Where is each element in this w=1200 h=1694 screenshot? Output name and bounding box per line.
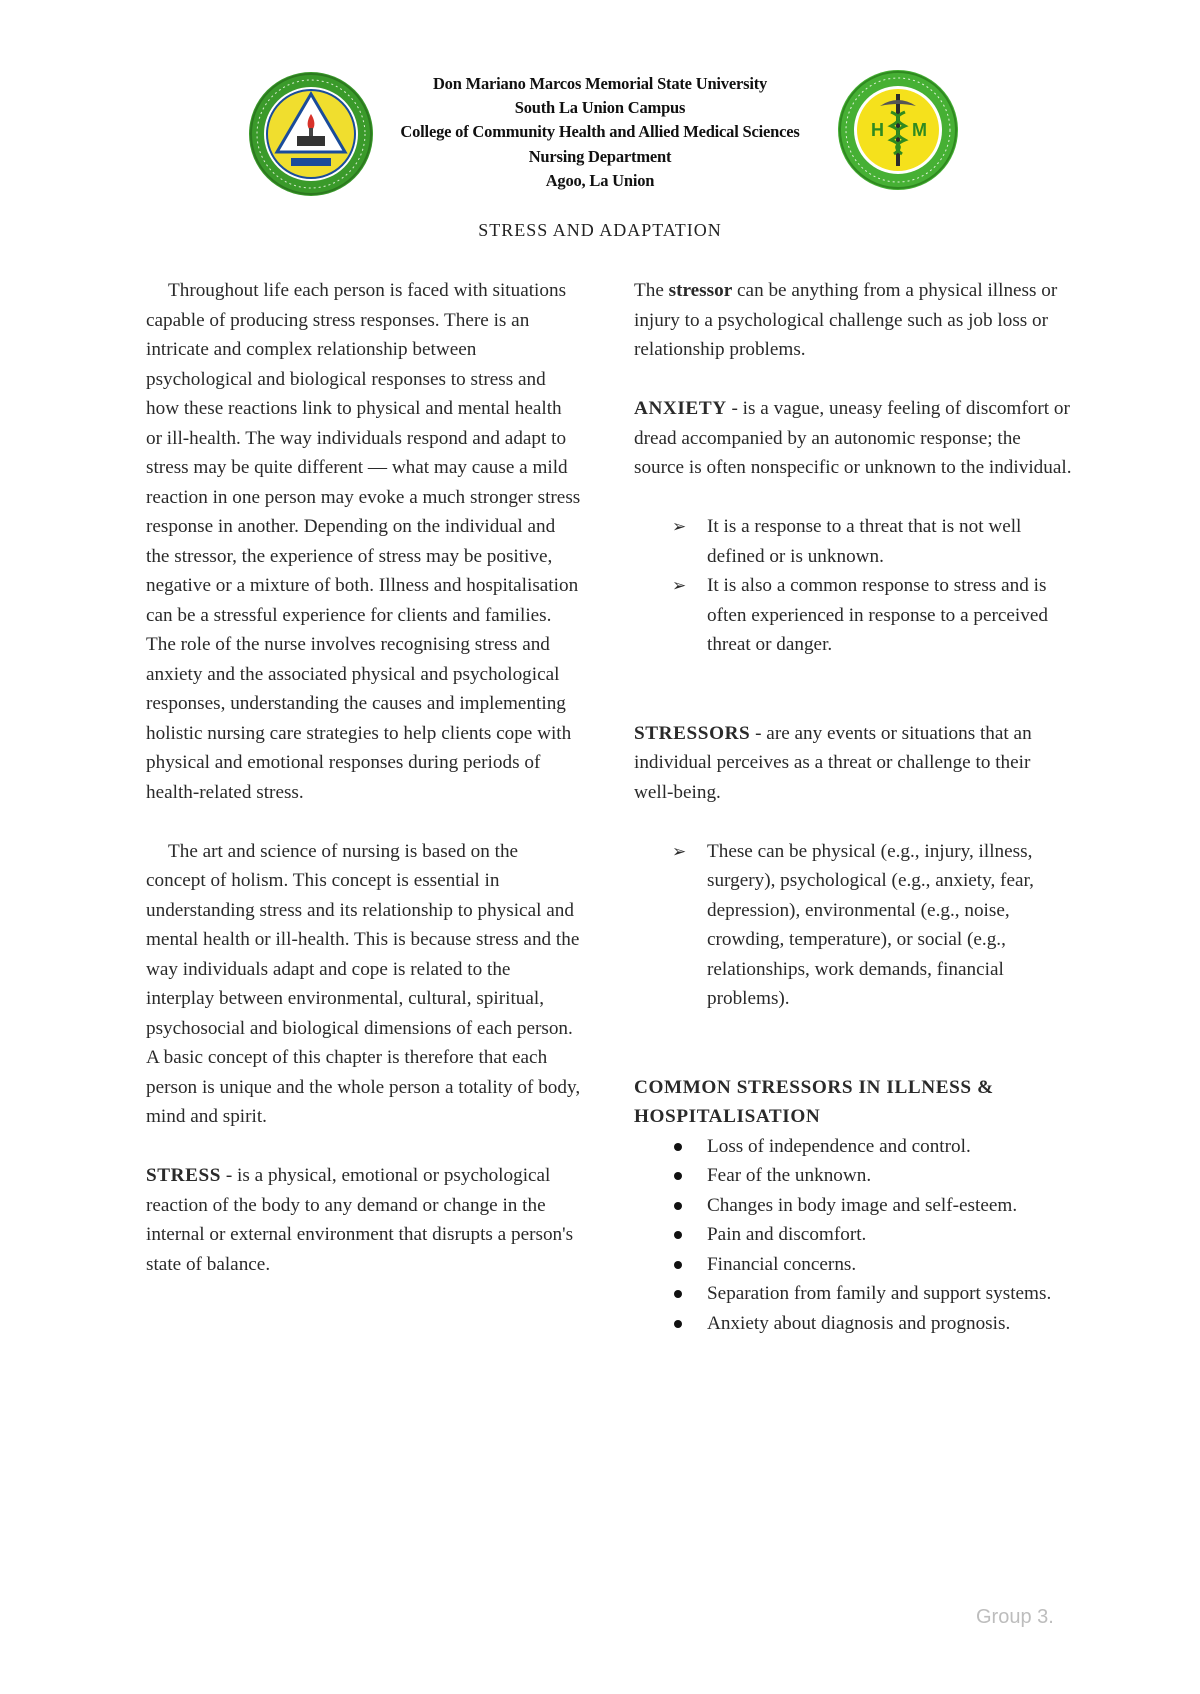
list-item: Anxiety about diagnosis and prognosis. [634, 1309, 1074, 1339]
arrow-bullet-icon: ➢ [672, 841, 687, 861]
stressors-term: STRESSORS [634, 722, 751, 744]
stress-definition [146, 1161, 582, 1279]
stressors-points [634, 837, 1074, 1014]
stressors-definition: STRESSORS - are any events or situations that an individual perceives as a threat or challenge to their well-being. [634, 722, 1032, 803]
dot-bullet-icon [674, 1231, 682, 1239]
common-stressors-heading: COMMON STRESSORS IN ILLNESS & HOSPITALISATION [634, 1076, 994, 1127]
letterhead [0, 70, 1200, 200]
university-name: Don Mariano Marcos Memorial State University [432, 74, 768, 93]
intro-paragraph: Throughout life each person is faced with situations capable of producing stress responses. There is an intricate and complex relationship between psychological and biological responses to stress and how these reactions link to physical and mental health or ill-health. The way individuals respond and adapt to stress may be quite different — what may cause a mild reaction in one person may evoke a much stronger stress response in another. Depending on the individual and the stressor, the experience of stress may be positive, negative or a mixture of both. Illness and hospitalisation can be a stressful experience for clients and families. The role of the nurse involves recognising stress and anxiety and the associated physical and psychological responses, understanding the causes and implementing holistic nursing care strategies to help clients cope with physical and emotional responses during periods of health-related stress. [146, 280, 581, 803]
list-item: ➢ It is a response to a threat that is not well defined or is unknown. [634, 512, 1074, 571]
anxiety-term: ANXIETY [634, 398, 727, 419]
campus-name: South La Union Campus [514, 98, 686, 118]
department-name: Nursing Department [528, 146, 672, 166]
institution-block [340, 72, 860, 193]
svg-text:H: H [871, 120, 884, 140]
list-item: Changes in body image and self-esteem. [634, 1191, 1074, 1221]
dot-bullet-icon [674, 1172, 682, 1180]
list-item: Pain and discomfort. [634, 1220, 1074, 1250]
list-item: ➢ These can be physical (e.g., injury, illness, surgery), psychological (e.g., anxiety, fear, depression), environmental (e.g., noise, crowding, temperature), or social (e.g., relationships, work demands, financial problems). [634, 837, 1074, 1014]
arrow-bullet-icon: ➢ [672, 517, 687, 536]
stressor-paragraph: The stressor can be anything from a physical illness or injury to a psychological challenge such as job loss or relationship problems. [634, 280, 1058, 360]
common-stressors-list [634, 1132, 1074, 1339]
left-column [146, 276, 582, 1279]
dot-bullet-icon [674, 1290, 682, 1298]
dot-bullet-icon [674, 1320, 682, 1328]
footer-group-label: Group 3. [976, 1606, 1054, 1628]
stress-term: STRESS [146, 1165, 222, 1186]
stress-definition-text: - is a physical, emotional or psychological reaction of the body to any demand or change in the internal or external environment that disrupts a person's state of balance. [146, 1165, 574, 1275]
location: Agoo, La Union [545, 170, 655, 190]
dot-bullet-icon [674, 1143, 682, 1151]
list-item: Financial concerns. [634, 1250, 1074, 1280]
holism-paragraph: The art and science of nursing is based on the concept of holism. This concept is essential in understanding stress and its relationship to physical and mental health or ill-health. This is because stress and the way individuals adapt and cope is related to the interplay between environmental, cultural, spiritual, psychosocial and biological dimensions of each person. A basic concept of this chapter is therefore that each person is unique and the whole person a totality of body, mind and spirit. [146, 840, 581, 1127]
list-item: Fear of the unknown. [634, 1161, 1074, 1191]
dot-bullet-icon [674, 1202, 682, 1210]
document-title: STRESS AND ADAPTATION [478, 220, 722, 240]
list-item: Separation from family and support systems. [634, 1279, 1074, 1309]
anxiety-points [634, 512, 1074, 660]
list-item: ➢ It is also a common response to stress and is often experienced in response to a perceived threat or danger. [634, 571, 1074, 660]
list-item: Loss of independence and control. [634, 1132, 1074, 1162]
right-column [634, 276, 1074, 1338]
stressor-word: stressor [668, 280, 733, 301]
college-seal-logo [836, 68, 960, 192]
svg-text:M: M [912, 120, 927, 140]
college-name: College of Community Health and Allied Medical Sciences [400, 122, 800, 142]
anxiety-definition: ANXIETY - is a vague, uneasy feeling of discomfort or dread accompanied by an autonomic response; the source is often nonspecific or unknown to the individual. [634, 398, 1072, 478]
arrow-bullet-icon: ➢ [672, 576, 687, 595]
dot-bullet-icon [674, 1261, 682, 1269]
